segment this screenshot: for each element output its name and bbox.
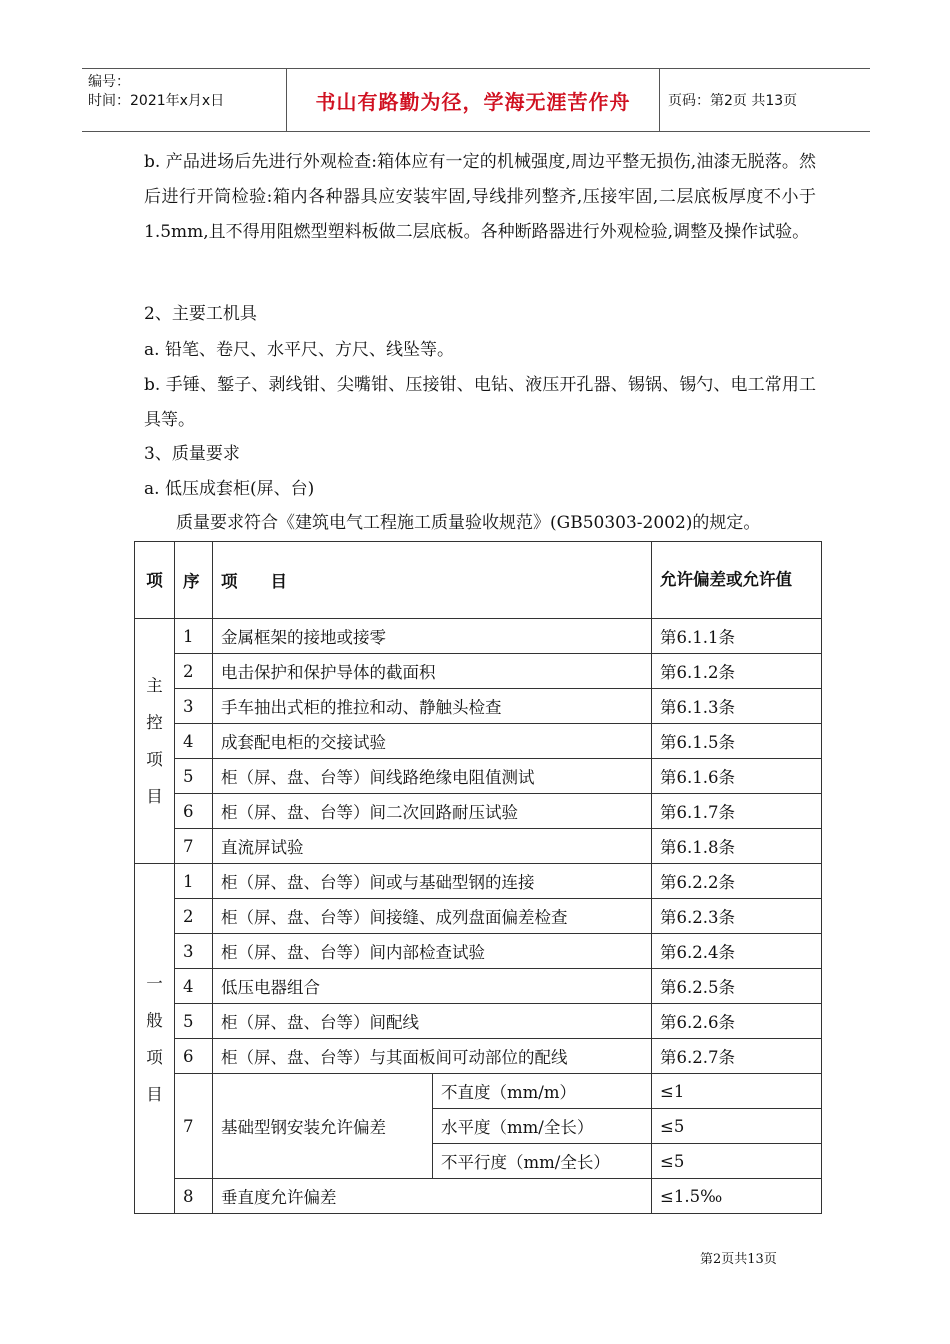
quality-table — [134, 541, 822, 1214]
row-seq: 3 — [175, 934, 213, 969]
number-label: 编号： — [88, 74, 130, 90]
row-seq: 4 — [175, 969, 213, 1004]
row-item: 柜（屏、盘、台等）与其面板间可动部位的配线 — [213, 1039, 652, 1074]
header-group: 项 — [135, 542, 175, 619]
row-item: 电击保护和保护导体的截面积 — [213, 654, 652, 689]
section-heading-tools: 2、主要工机具 — [144, 304, 257, 324]
group-main-label: 主控项目 — [146, 676, 163, 806]
table-row — [135, 689, 822, 724]
row-item: 柜（屏、盘、台等）间或与基础型钢的连接 — [213, 864, 652, 899]
row-item: 直流屏试验 — [213, 829, 652, 864]
row-value: ≤1 — [652, 1074, 822, 1109]
row-value: 第6.1.5条 — [652, 724, 822, 759]
table-row — [135, 969, 822, 1004]
header-page-number: 页码：第2页 共13页 — [668, 93, 798, 109]
row-item: 成套配电柜的交接试验 — [213, 724, 652, 759]
row-value: ≤1.5‰ — [652, 1179, 822, 1214]
row-value: 第6.1.8条 — [652, 829, 822, 864]
table-row — [135, 1074, 822, 1109]
row-seq: 4 — [175, 724, 213, 759]
table-row — [135, 829, 822, 864]
row-seq: 5 — [175, 1004, 213, 1039]
table-row — [135, 899, 822, 934]
row-item: 柜（屏、盘、台等）间线路绝缘电阻值测试 — [213, 759, 652, 794]
row-value: 第6.2.5条 — [652, 969, 822, 1004]
group-general — [135, 864, 175, 1214]
row-item: 低压电器组合 — [213, 969, 652, 1004]
header-seq: 序 — [175, 542, 213, 619]
row-value: 第6.2.6条 — [652, 1004, 822, 1039]
table-row — [135, 1179, 822, 1214]
table-row — [135, 619, 822, 654]
row-value: 第6.1.6条 — [652, 759, 822, 794]
row-seq: 3 — [175, 689, 213, 724]
header-motto: 书山有路勤为径，学海无涯苦作舟 — [287, 69, 660, 131]
table-row — [135, 864, 822, 899]
row-seq: 6 — [175, 794, 213, 829]
header-meta — [82, 69, 287, 131]
table-row — [135, 1039, 822, 1074]
row-value: 第6.1.7条 — [652, 794, 822, 829]
row-seq: 1 — [175, 864, 213, 899]
table-row — [135, 934, 822, 969]
header-item: 项 目 — [213, 542, 652, 619]
row-value: 第6.1.2条 — [652, 654, 822, 689]
page-footer: 第2页共13页 — [700, 1252, 777, 1267]
row-seq: 2 — [175, 899, 213, 934]
section-heading-quality: 3、质量要求 — [144, 444, 240, 464]
row-value: 第6.2.4条 — [652, 934, 822, 969]
page-header — [82, 68, 870, 132]
table-row — [135, 654, 822, 689]
row-item: 柜（屏、盘、台等）间内部检查试验 — [213, 934, 652, 969]
table-row — [135, 794, 822, 829]
table-row — [135, 724, 822, 759]
table-header-row — [135, 542, 822, 619]
time-label: 时间：2021年x月x日 — [88, 93, 225, 109]
group-main-control — [135, 619, 175, 864]
header-allowance: 允许偏差或允许值 — [652, 542, 822, 619]
row-value: 第6.2.7条 — [652, 1039, 822, 1074]
table-row — [135, 759, 822, 794]
row-item: 柜（屏、盘、台等）间配线 — [213, 1004, 652, 1039]
row-value: 第6.2.3条 — [652, 899, 822, 934]
sub-item: 不直度（mm/m） — [433, 1074, 652, 1109]
row-seq: 7 — [175, 1074, 213, 1179]
row-value: 第6.1.3条 — [652, 689, 822, 724]
quality-item-a: a. 低压成套柜(屏、台) — [144, 479, 315, 499]
row-item: 金属框架的接地或接零 — [213, 619, 652, 654]
paragraph-inspection: b. 产品进场后先进行外观检查:箱体应有一定的机械强度,周边平整无损伤,油漆无脱落。然后进行开筒检验:箱内各种器具应安装牢固,导线排列整齐,压接牢固,二层底板厚度不小于1.5mm,且不得用阻燃型塑料板做二层底板。各种断路器进行外观检验,调整及操作试验。 — [144, 152, 816, 242]
sub-item: 水平度（mm/全长） — [433, 1109, 652, 1144]
row-seq: 8 — [175, 1179, 213, 1214]
group-general-label: 一般项目 — [146, 973, 163, 1104]
row-item: 柜（屏、盘、台等）间二次回路耐压试验 — [213, 794, 652, 829]
sub-item: 不平行度（mm/全长） — [433, 1144, 652, 1179]
row-value: 第6.1.1条 — [652, 619, 822, 654]
row-item: 垂直度允许偏差 — [213, 1179, 652, 1214]
row-value: ≤5 — [652, 1144, 822, 1179]
row-seq: 6 — [175, 1039, 213, 1074]
row-value: ≤5 — [652, 1109, 822, 1144]
tools-list-b: b. 手锤、錾子、剥线钳、尖嘴钳、压接钳、电钻、液压开孔器、锡锅、锡勺、电工常用工具等。 — [144, 375, 816, 430]
quality-standard-note: 质量要求符合《建筑电气工程施工质量验收规范》(GB50303-2002)的规定。 — [176, 513, 761, 533]
row-seq: 7 — [175, 829, 213, 864]
row-item: 基础型钢安装允许偏差 — [213, 1074, 433, 1179]
row-item: 手车抽出式柜的推拉和动、静触头检查 — [213, 689, 652, 724]
row-seq: 1 — [175, 619, 213, 654]
row-seq: 2 — [175, 654, 213, 689]
row-value: 第6.2.2条 — [652, 864, 822, 899]
table-row — [135, 1004, 822, 1039]
tools-list-a: a. 铅笔、卷尺、水平尺、方尺、线坠等。 — [144, 340, 454, 360]
row-seq: 5 — [175, 759, 213, 794]
row-item: 柜（屏、盘、台等）间接缝、成列盘面偏差检查 — [213, 899, 652, 934]
